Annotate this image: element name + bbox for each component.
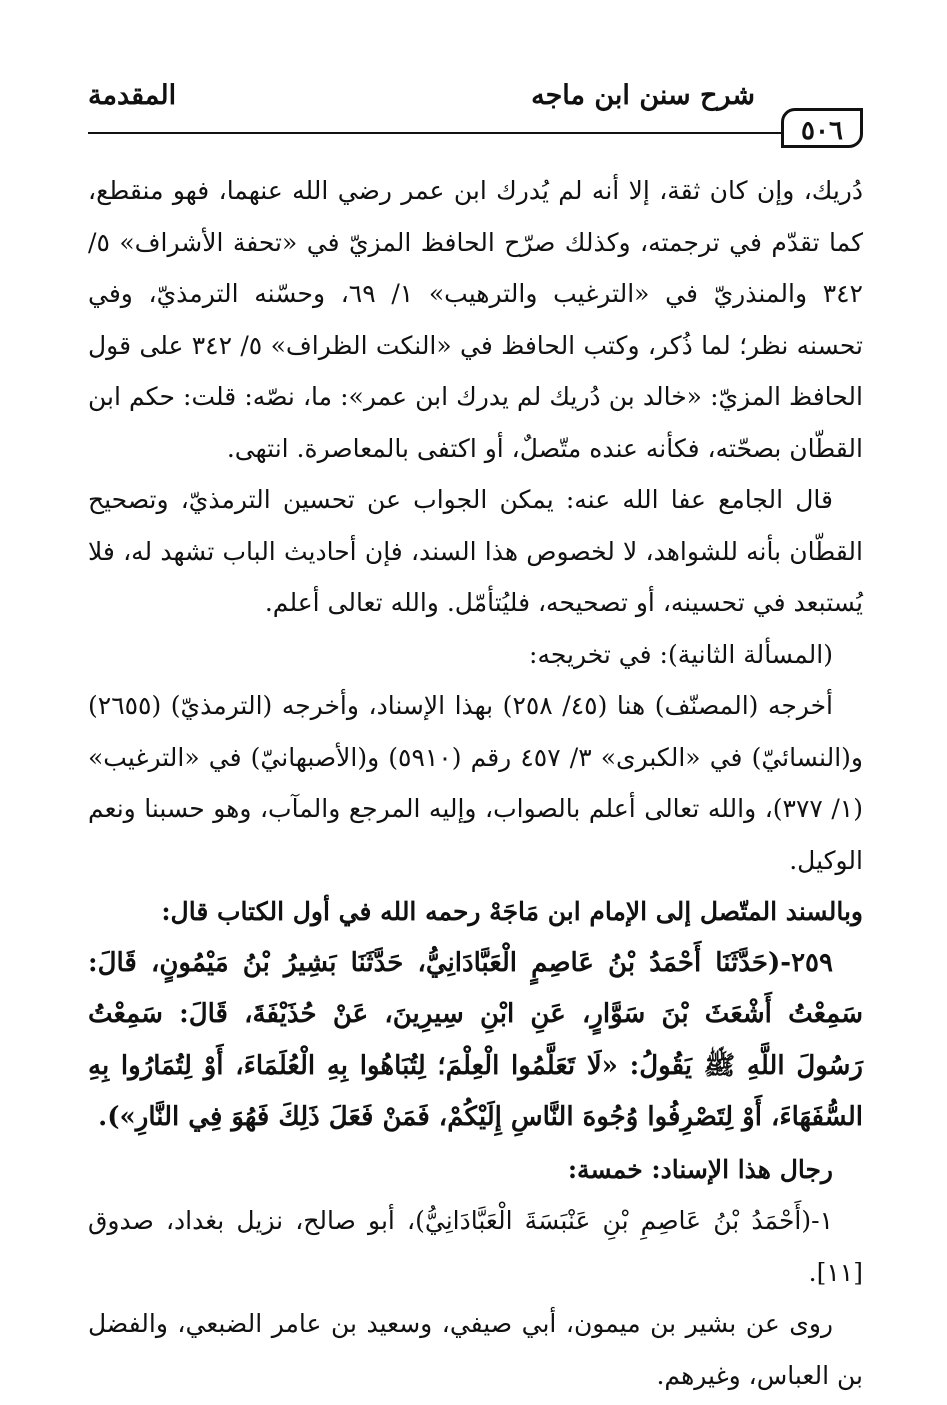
section-title: المقدمة <box>88 80 177 111</box>
paragraph-continuation: دُريك، وإن كان ثقة، إلا أنه لم يُدرك ابن عمر رضي الله عنهما، فهو منقطع، كما تقدّم في ترجمته، وكذلك صرّح الحافظ المزيّ في «تحفة الأشراف» ٥/ ٣٤٢ والمنذريّ في «الترغيب والترهيب» ١/ ٦٩، وحسّنه الترمذيّ، وفي تحسنه نظر؛ لما ذُكر، وكتب الحافظ في «النكت الظراف» ٥/ ٣٤٢ على قول الحافظ المزيّ: «خالد بن دُريك لم يدرك ابن عمر»: ما، نصّه: قلت: حكم ابن القطّان بصحّته، فكأنه عنده متّصلٌ، أو اكتفى بالمعاصرة. انتهى. <box>88 176 863 463</box>
page-body <box>88 165 863 1401</box>
paragraph-issue-heading: (المسألة الثانية): في تخريجه: <box>529 639 833 669</box>
header-rule <box>88 132 781 134</box>
paragraph-narrator-1-narrations: روى عن بشير بن ميمون، أبي صيفي، وسعيد بن عامر الضبعي، والفضل بن العباس، وغيرهم. <box>88 1309 863 1390</box>
paragraph-narrator-1: ١-(أَحْمَدُ بْنُ عَاصِمِ بْنِ عَنْبَسَةَ الْعَبَّادَانِيُّ)، أبو صالح، نزيل بغداد، صدوق [١١]. <box>88 1206 863 1287</box>
paragraph-author-comment: قال الجامع عفا الله عنه: يمكن الجواب عن تحسين الترمذيّ، وتصحيح القطّان بأنه للشواهد، لا لخصوص هذا السند، فإن أحاديث الباب تشهد له، فلا يُستبعد في تحسينه، أو تصحيحه، فليُتأمّل. والله تعالى أعلم. <box>88 485 863 617</box>
paragraph-chain-intro: وبالسند المتّصل إلى الإمام ابن مَاجَهْ رحمه الله في أول الكتاب قال: <box>161 897 863 926</box>
paragraph-narrators-heading: رجال هذا الإسناد: خمسة: <box>567 1154 833 1184</box>
paragraph-hadith-259: ٢٥٩-(حَدَّثَنَا أَحْمَدُ بْنُ عَاصِمٍ الْعَبَّادَانِيُّ، حَدَّثَنَا بَشِيرُ بْنُ مَيْمُونٍ، قَالَ: سَمِعْتُ أَشْعَثَ بْنَ سَوَّارٍ، عَنِ ابْنِ سِيرِينَ، عَنْ حُذَيْفَةَ، قَالَ: سَمِعْتُ رَسُولَ اللَّهِ ﷺ يَقُولُ: «لَا تَعَلَّمُوا الْعِلْمَ؛ لِتُبَاهُوا بِهِ الْعُلَمَاءَ، أَوْ لِتُمَارُوا بِهِ السُّفَهَاءَ، أَوْ لِتَصْرِفُوا وُجُوهَ النَّاسِ إِلَيْكُمْ، فَمَنْ فَعَلَ ذَلِكَ فَهُوَ فِي النَّارِ»). <box>88 947 863 1132</box>
page-number: ٥٠٦ <box>781 108 863 148</box>
page-header <box>88 80 863 150</box>
paragraph-takhrij: أخرجه (المصنّف) هنا (٤٥/ ٢٥٨) بهذا الإسناد، وأخرجه (الترمذيّ) (٢٦٥٥) و(النسائيّ) في «الكبرى» ٣/ ٤٥٧ رقم (٥٩١٠) و(الأصبهانيّ) في «الترغيب» (١/ ٣٧٧)، والله تعالى أعلم بالصواب، وإليه المرجع والمآب، وهو حسبنا ونعم الوكيل. <box>88 691 863 875</box>
book-title: شرح سنن ابن ماجه <box>531 80 755 111</box>
